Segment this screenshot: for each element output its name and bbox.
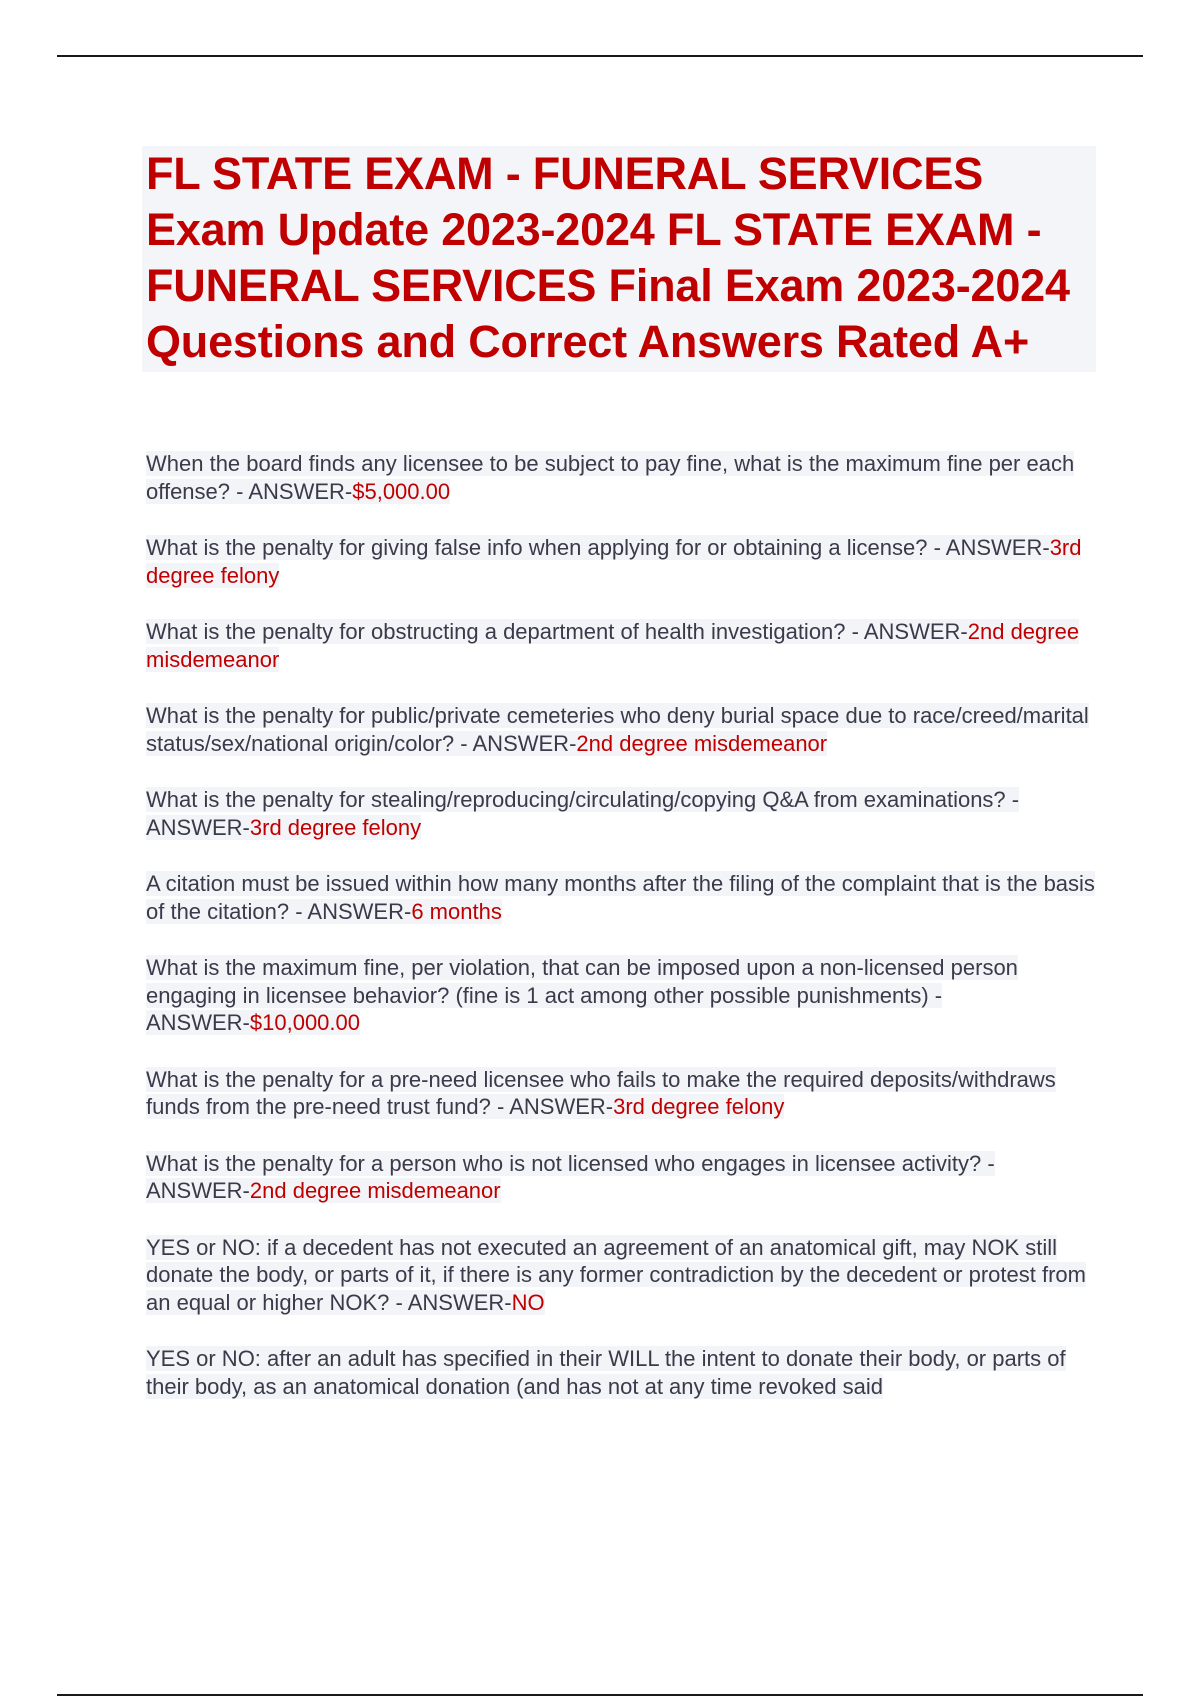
question-text: What is the maximum fine, per violation, that can be imposed upon a non-licensed person engaging in licensee behavior? (fine is 1 act among other possible punishments) - ANSWER-: [146, 955, 1018, 1035]
question-text: What is the penalty for a person who is not licensed who engages in licensee activity? - ANSWER-: [146, 1150, 995, 1203]
bottom-rule: [57, 1694, 1143, 1696]
qa-item: [146, 786, 1096, 841]
qa-item: [146, 1345, 1096, 1400]
question-text: What is the penalty for stealing/reproducing/circulating/copying Q&A from examinations? - ANSWER-: [146, 787, 1020, 840]
title-block: [142, 146, 1096, 372]
question-text: What is the penalty for obstructing a department of health investigation? - ANSWER-: [146, 619, 968, 644]
answer-text: 3rd degree felony: [613, 1094, 785, 1119]
qa-item: [146, 618, 1096, 673]
qa-item: [146, 954, 1096, 1037]
qa-item: [146, 450, 1096, 505]
answer-text: $5,000.00: [352, 478, 451, 504]
question-text: What is the penalty for public/private cemeteries who deny burial space due to race/creed/marital status/sex/national origin/color? - ANSWER-: [146, 703, 1089, 756]
qa-item: [146, 1150, 1096, 1205]
answer-text: 3rd degree felony: [249, 814, 422, 840]
question-text: What is the penalty for a pre-need licensee who fails to make the required deposits/withdraws funds from the pre-need trust fund? - ANSWER-: [146, 1066, 1056, 1119]
answer-text: NO: [511, 1289, 545, 1315]
question-text: A citation must be issued within how many months after the filing of the complaint that is the basis of the citation? - ANSWER-: [146, 871, 1095, 924]
top-rule: [57, 55, 1143, 57]
qa-item: [146, 1234, 1096, 1317]
question-text: When the board finds any licensee to be subject to pay fine, what is the maximum fine per each offense? - ANSWER-: [146, 451, 1075, 504]
document-title: FL STATE EXAM - FUNERAL SERVICES Exam Update 2023-2024 FL STATE EXAM - FUNERAL SERVICES Final Exam 2023-2024 Questions and Correct Answers Rated A+: [146, 148, 1070, 367]
qa-list: [146, 450, 1096, 1429]
qa-item: [146, 534, 1096, 589]
qa-item: [146, 870, 1096, 925]
question-text: YES or NO: if a decedent has not executed an agreement of an anatomical gift, may NOK still donate the body, or parts of it, if there is any former contradiction by the decedent or protest from an equal or higher NOK? - ANSWER-: [146, 1234, 1086, 1315]
answer-text: 6 months: [411, 898, 502, 924]
answer-text: 2nd degree misdemeanor: [249, 1178, 501, 1203]
qa-item: [146, 1066, 1096, 1121]
answer-text: 2nd degree misdemeanor: [146, 619, 1080, 672]
question-text: YES or NO: after an adult has specified in their WILL the intent to donate their body, or parts of their body, as an anatomical donation (and has not at any time revoked said: [146, 1346, 1066, 1399]
answer-text: $10,000.00: [249, 1010, 360, 1035]
answer-text: 2nd degree misdemeanor: [576, 730, 828, 756]
qa-item: [146, 702, 1096, 757]
answer-text: 3rd degree felony: [146, 535, 1082, 588]
question-text: What is the penalty for giving false info when applying for or obtaining a license? - ANSWER-: [146, 535, 1050, 560]
